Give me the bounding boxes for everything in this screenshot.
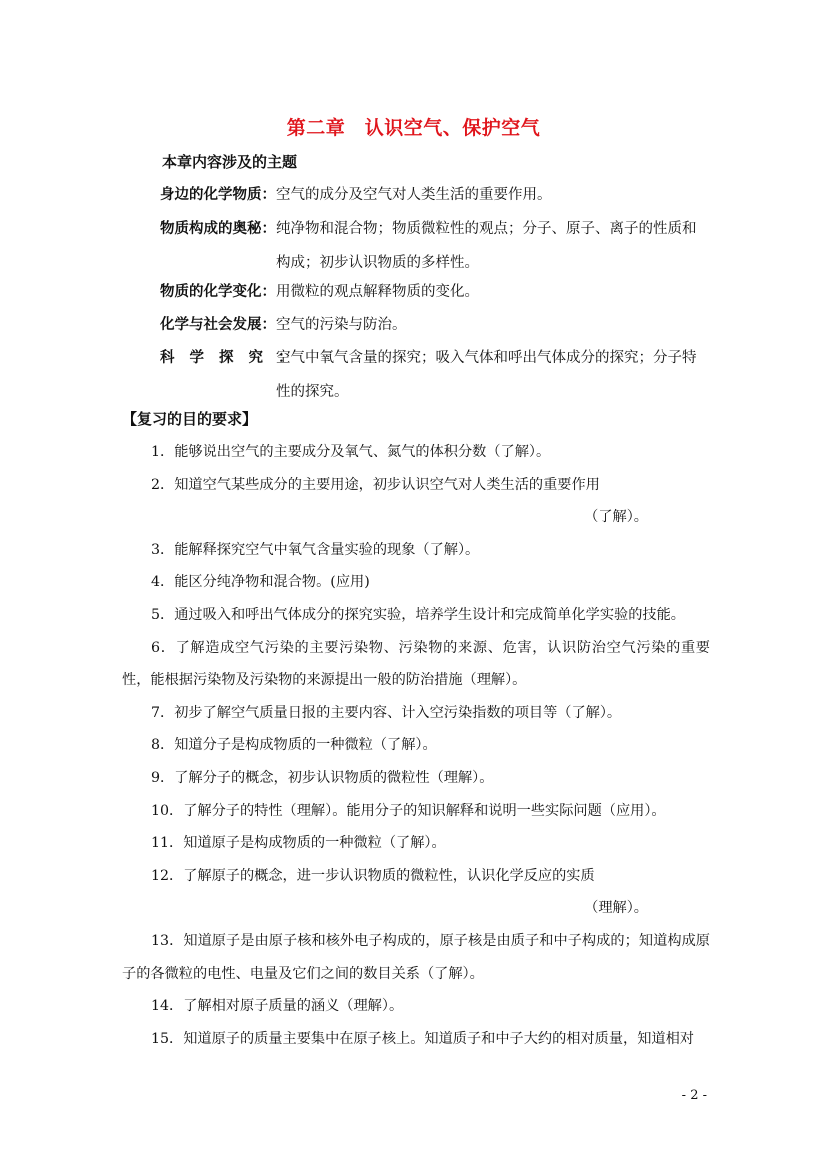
topic-label: 科学探究： — [160, 350, 308, 366]
requirement-text: 2．知道空气某些成分的主要用途，初步认识空气对人类生活的重要作用 — [151, 476, 600, 493]
requirement-text: 1．能够说出空气的主要成分及氧气、氮气的体积分数（了解）。 — [151, 444, 551, 460]
topic-text: 空气的污染与防治。 — [276, 317, 407, 333]
topic-item — [160, 178, 708, 212]
requirement-text: 7．初步了解空气质量日报的主要内容、计入空污染指数的项目等（了解）。 — [151, 704, 622, 721]
requirement-text: 10．了解分子的特性（理解）。能用分子的知识解释和说明一些实际问题（应用）。 — [151, 802, 666, 819]
requirement-text: 14．了解相对原子质量的涵义（理解）。 — [151, 998, 404, 1015]
requirement-text: 6．了解造成空气污染的主要污染物、污染物的来源、危害，认识防治空气污染的重要性，能根据污染物及污染物的来源提出一般的防治措施（理解）。 — [122, 639, 710, 689]
requirement-text: 8．知道分子是构成物质的一种微粒（了解）。 — [151, 737, 437, 754]
requirement-item — [122, 697, 710, 730]
requirement-text: 3．能解释探究空气中氧气含量实验的现象（了解）。 — [151, 541, 480, 558]
requirement-item — [122, 860, 710, 925]
requirement-item — [122, 632, 710, 697]
requirements-list — [122, 436, 710, 1055]
topic-label: 物质构成的奥秘： — [160, 221, 276, 237]
topic-text: 用微粒的观点解释物质的变化。 — [276, 284, 479, 300]
requirement-level: （了解）。 — [584, 509, 648, 526]
requirement-item — [122, 1023, 710, 1056]
topic-label: 身边的化学物质： — [160, 187, 276, 203]
requirement-item — [122, 795, 710, 828]
requirement-level: （理解）。 — [584, 900, 648, 917]
topic-item — [160, 341, 708, 409]
requirement-item — [122, 925, 710, 990]
topic-text: 纯净物和混合物；物质微粒性的观点；分子、原子、离子的性质和构成；初步认识物质的多样性。 — [276, 221, 697, 271]
topic-item — [160, 212, 708, 280]
requirement-text: 11．知道原子是构成物质的一种微粒（了解）。 — [151, 835, 446, 852]
requirements-heading: 【复习的目的要求】 — [122, 410, 258, 428]
chapter-title: 第二章 认识空气、保护空气 — [286, 117, 541, 139]
requirement-item — [122, 990, 710, 1023]
topic-label: 物质的化学变化： — [160, 284, 276, 300]
requirement-text: 13．知道原子是由原子核和核外电子构成的，原子核是由质子和中子构成的；知道构成原子的各微粒的电性、电量及它们之间的数目关系（了解）。 — [122, 932, 710, 982]
requirement-text: 4．能区分纯净物和混合物。(应用) — [151, 574, 370, 591]
page-number: - 2 - — [681, 1088, 707, 1103]
topic-item — [160, 308, 708, 342]
requirement-item — [122, 599, 710, 632]
requirement-item — [122, 436, 710, 469]
topics-heading: 本章内容涉及的主题 — [162, 153, 298, 171]
topic-text: 空气的成分及空气对人类生活的重要作用。 — [276, 187, 552, 203]
requirement-item — [122, 566, 710, 599]
requirement-item — [122, 827, 710, 860]
topic-text: 空气中氧气含量的探究；吸入气体和呼出气体成分的探究；分子特性的探究。 — [276, 350, 697, 400]
requirement-item — [122, 534, 710, 567]
requirement-item — [122, 729, 710, 762]
requirement-item — [122, 762, 710, 795]
requirement-text: 15．知道原子的质量主要集中在原子核上。知道质子和中子大约的相对质量，知道相对 — [151, 1030, 694, 1047]
requirement-text: 5．通过吸入和呼出气体成分的探究实验，培养学生设计和完成简单化学实验的技能。 — [151, 606, 685, 623]
topic-item — [160, 275, 708, 309]
requirement-item — [122, 469, 710, 534]
requirement-text: 12．了解原子的概念，进一步认识物质的微粒性，认识化学反应的实质 — [151, 867, 595, 884]
topic-label: 化学与社会发展： — [160, 317, 276, 333]
requirement-text: 9．了解分子的概念，初步认识物质的微粒性（理解）。 — [151, 769, 494, 786]
